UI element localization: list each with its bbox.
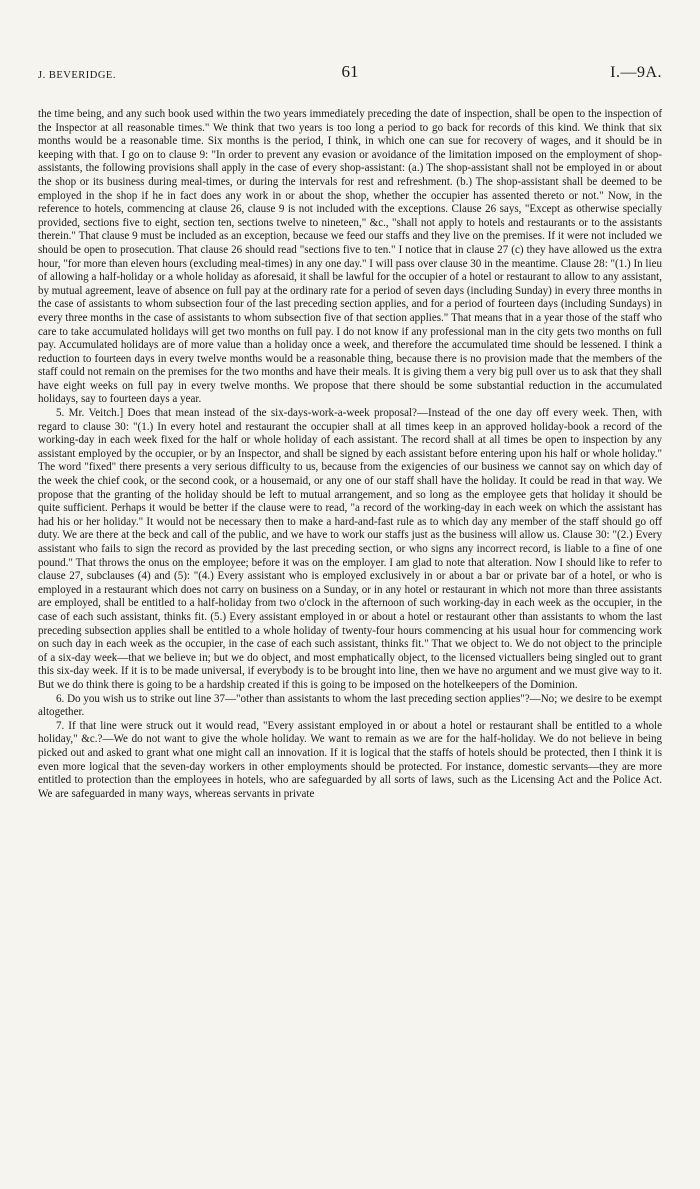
paragraph-continued: the time being, and any such book used within the two years immediately preceding the date of inspection, shall be open to the inspection of the Inspector at all reasonable times." We think that two years is too long a period to go back for records of this kind. We think that six months would be a reasonable time. Six months is the period, I think, in which one can sue for recovery of wages, and it should be in keeping with that. I go on to clause 9: "In order to prevent any evasion or avoidance of the limitation imposed on the employment of shop-assistants, the following provisions shall apply in the case of every shop-assistant: (a.) The shop-assistant shall not be employed in or about the shop or its business during meal-times, or during the intervals for rest and refreshment. (b.) The shop-assistant shall be deemed to be employed in the shop if he in fact does any work in or about the shop, whether the occupier has assented thereto or not." Now, in the reference to hotels, commencing at clause 26, clause 9 is not included with the exceptions. Clause 26 says, "Except as otherwise specially provided, sections five to eight, section ten, sections twelve to nineteen," &c., "shall not apply to hotels and restaurants or to the assistants therein." That clause 9 must be included as an exception, because we feed our staffs and they live on the premises. If it were not included we should be open to prosecution. That clause 26 should read "sections five to ten." I notice that in clause 27 (c) they have allowed us the extra hour, "for more than eleven hours (excluding meal-times) in any one day." I will pass over clause 30 in the meantime. Clause 28: "(1.) In lieu of allowing a half-holiday or a whole holiday as aforesaid, it shall be lawful for the occupier of a hotel or restaurant to allow to any assistant, by mutual agreement, leave of absence on full pay at the ordinary rate for a period of seven days (including Sunday) in every three months in the case of assistants to whom subsection four of the last preceding section applies, and for a period of fourteen days (including Sundays) in every three months in the case of assistants to whom subsection five of that section applies." That means that in a year those of the staff who care to take accumulated holidays will get two months on full pay. I do not know if any professional man in the city gets two months on full pay. Accumulated holidays are of more value than a holiday once a week, and therefore the accumulated time should be lessened. I think a reduction to fourteen days in every twelve months would be a reasonable thing, because there is no provision made that the members of the staff could not remain on the premises for the two months and have their meals. It is giving them a very big pull over us to ask that they shall have eight weeks on full pay in every twelve months. We propose that there should be some substantial reduction in the accumulated holidays, say to fourteen days a year. (38, 108, 662, 406)
paragraph-question-6: 6. Do you wish us to strike out line 37—"other than assistants to whom the last preceding section applies"?—No; we desire to be exempt altogether. (38, 692, 662, 719)
paragraph-question-7: 7. If that line were struck out it would read, "Every assistant employed in or about a hotel or restaurant shall be entitled to a whole holiday," &c.?—We do not want to give the whole holiday. We want to remain as we are for the half-holiday. We do not believe in being picked out and asked to grant what one might call an innovation. If it is logical that the staffs of hotels should be protected, then I think it is even more logical that the seven-day workers in other employments should be protected. For instance, domestic servants—they are more entitled to protection than the employees in hotels, who are safeguarded by all sorts of laws, such as the Licensing Act and the Police Act. We are safeguarded in many ways, whereas servants in private (38, 719, 662, 800)
body-text (38, 108, 662, 801)
witness-name: J. BEVERIDGE. (38, 70, 116, 81)
page-header (38, 62, 662, 90)
document-reference: I.—9A. (610, 64, 662, 81)
page-number: 61 (341, 62, 359, 81)
paragraph-question-5: 5. Mr. Veitch.] Does that mean instead of the six-days-work-a-week proposal?—Instead of the one day off every week. Then, with regard to clause 30: "(1.) In every hotel and restaurant the occupier shall at all times keep in an approved holiday-book a record of the working-day in each week fixed for the half or whole holiday of each assistant. The record shall at all times be open to inspection by any assistant employed by the occupier, or by an Inspector, and shall be signed by each assistant before entering upon his half or whole holiday." The word "fixed" there presents a very serious difficulty to us, because from the exigencies of our business we cannot say on which day of the week the chief cook, or the second cook, or a housemaid, or any one of our staff shall have the holiday. It could be read in that way. We propose that the granting of the holiday should be left to mutual arrangement, and so long as the employee gets that holiday it should be quite sufficient. Perhaps it would be better if the clause were to read, "a record of the working-day in each week on which the assistant has had his or her holiday." It would not be necessary then to make a hard-and-fast rule as to which day any member of the staff should go off duty. We are there at the beck and call of the public, and we have to work our staffs just as the business will allow us. Clause 30: "(2.) Every assistant who fails to sign the record as provided by the last preceding section, or who signs any incorrect record, is liable to a fine of one pound." That throws the onus on the employee; before it was on the employer. I am glad to note that alteration. Now I should like to refer to clause 27, subclauses (4) and (5): "(4.) Every assistant who is employed exclusively in or about a bar or private bar of a hotel, or who is employed in a restaurant which does not carry on business on a Sunday, or in any hotel or restaurant in which not more than three assistants are employed, shall be entitled to a half-holiday from two o'clock in the afternoon of such working-day in each week as the occupier, in the case of each such assistant, thinks fit. (5.) Every assistant employed in or about a hotel or restaurant other than assistants to whom the last preceding subsection applies shall be entitled to a whole holiday of twenty-four hours commencing at his usual hour for commencing work on such day in each week as the occupier, in the case of each such assistant, thinks fit." That we object to. We do not object to the principle of a six-day week—that we believe in; but we do object, and most emphatically object, to the licensed victuallers being singled out to grant this six-day week. If it is to be made universal, if everybody is to be brought into line, then we have no argument and we must give way to it. But we do think there is going to be a hardship created if this is going to be imposed on the hotelkeepers of the Dominion. (38, 407, 662, 691)
